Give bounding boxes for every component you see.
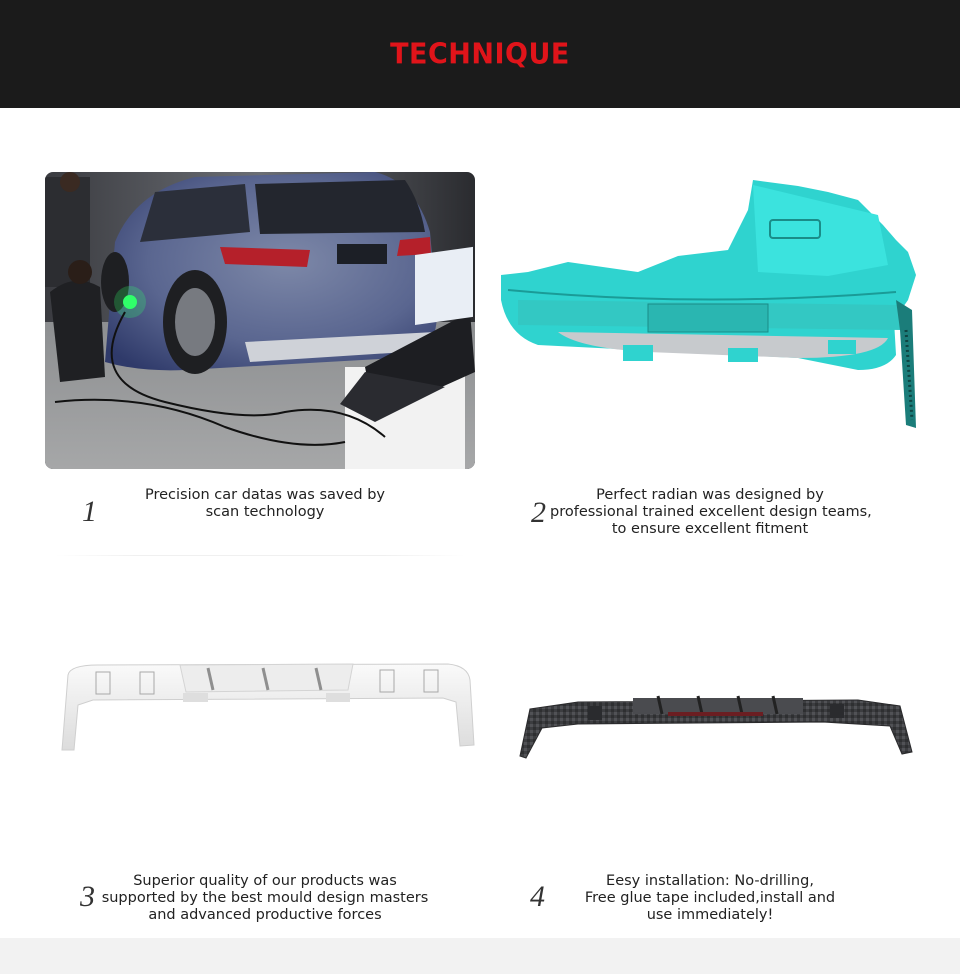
step-3-caption-line: Superior quality of our products was (133, 873, 397, 889)
scan-photo (45, 172, 475, 469)
step-3-caption-line: supported by the best mould design masters (101, 890, 429, 906)
step-2-caption-line: professional trained excellent design teams, (550, 504, 872, 520)
step-4-caption-line: Free glue tape included,install and (584, 890, 836, 906)
page-title: TECHNIQUE (390, 37, 570, 71)
carbon-part-image (518, 694, 914, 760)
scan-model-render (498, 180, 920, 430)
step-2-number: 2 (531, 496, 546, 529)
step-1-caption-line: Precision car datas was saved by (144, 487, 385, 503)
section-divider (55, 555, 465, 556)
step-3-caption (100, 873, 430, 924)
step-3-number: 3 (80, 880, 95, 913)
page-footer (0, 938, 960, 974)
step-1-caption-line: scan technology (205, 504, 325, 520)
page-header (0, 0, 960, 108)
step-2-caption (550, 487, 870, 538)
step-1-number: 1 (82, 495, 97, 528)
step-4-number: 4 (530, 880, 545, 913)
step-1-caption (115, 487, 415, 521)
step-2-caption-line: to ensure excellent fitment (611, 521, 809, 537)
step-4-caption-line: Eesy installation: No-drilling, (606, 873, 814, 889)
step-4-caption-line: use immediately! (646, 907, 774, 923)
mould-part-image (58, 660, 478, 752)
step-2-caption-line: Perfect radian was designed by (596, 487, 824, 503)
step-4-caption (560, 873, 860, 924)
step-3-caption-line: and advanced productive forces (148, 907, 382, 923)
